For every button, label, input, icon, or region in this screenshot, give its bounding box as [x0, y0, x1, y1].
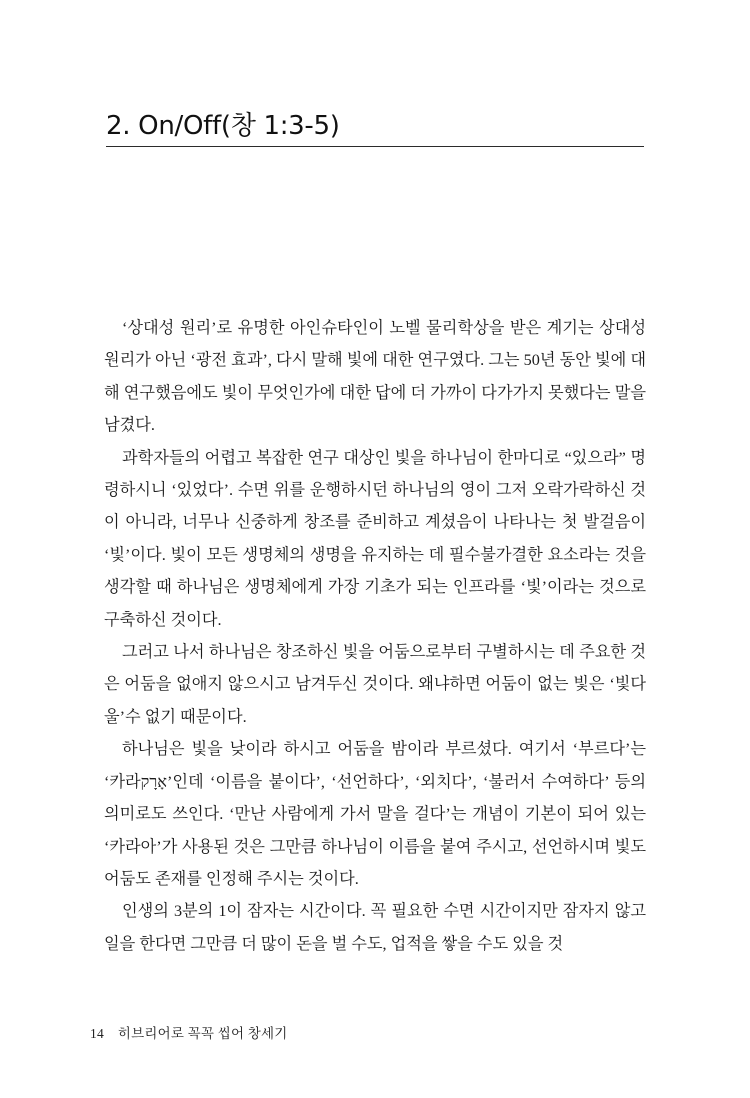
paragraph: 하나님은 빛을 낮이라 하시고 어둠을 밤이라 부르셨다. 여기서 ‘부르다’는 ‘카라אָרָק’인데 ‘이름을 붙이다’, ‘선언하다’, ‘외치다’, ‘불러서 수여하다’ 등의 의미로도 쓰인다. ‘만난 사람에게 가서 말을 걸다’는 개념이 기본이 되어 있는 ‘카라아’가 사용된 것은 그만큼 하나님이 이름을 붙여 주시고, 선언하시며 빛도 어둠도 존재를 인정해 주시는 것이다. [104, 740, 646, 888]
paragraph: 인생의 3분의 1이 잠자는 시간이다. 꼭 필요한 수면 시간이지만 잠자지 않고 일을 한다면 그만큼 더 많이 돈을 벌 수도, 업적을 쌓을 수도 있을 것 [104, 902, 646, 953]
footer-book-title: 히브리어로 꼭꼭 씹어 창세기 [117, 1026, 288, 1041]
page-footer [90, 1022, 650, 1042]
paragraph: 그러고 나서 하나님은 창조하신 빛을 어둠으로부터 구별하시는 데 주요한 것은 어둠을 없애지 않으시고 남겨두신 것이다. 왜냐하면 어둠이 없는 빛은 ‘빛다울’수 없기 때문이다. [104, 643, 646, 726]
paragraph: ‘상대성 원리’로 유명한 아인슈타인이 노벨 물리학상을 받은 계기는 상대성 원리가 아닌 ‘광전 효과’, 다시 말해 빛에 대한 연구였다. 그는 50년 동안 빛에 대해 연구했음에도 빛이 무엇인가에 대한 답에 더 가까이 다가가지 못했다는 말을 남겼다. [104, 319, 646, 435]
paragraph: 과학자들의 어렵고 복잡한 연구 대상인 빛을 하나님이 한마디로 “있으라” 명령하시니 ‘있었다’. 수면 위를 운행하시던 하나님의 영이 그저 오락가락하신 것이 아니라, 너무나 신중하게 창조를 준비하고 계셨음이 나타나는 첫 발걸음이 ‘빛’이다. 빛이 모든 생명체의 생명을 유지하는 데 필수불가결한 요소라는 것을 생각할 때 하나님은 생명체에게 가장 기초가 되는 인프라를 ‘빛’이라는 것으로 구축하신 것이다. [104, 448, 646, 629]
title-divider [106, 146, 644, 147]
page-title: 2. On/Off(창 1:3-5) [106, 111, 340, 142]
body-text [104, 312, 646, 960]
page-number: 14 [90, 1026, 104, 1041]
